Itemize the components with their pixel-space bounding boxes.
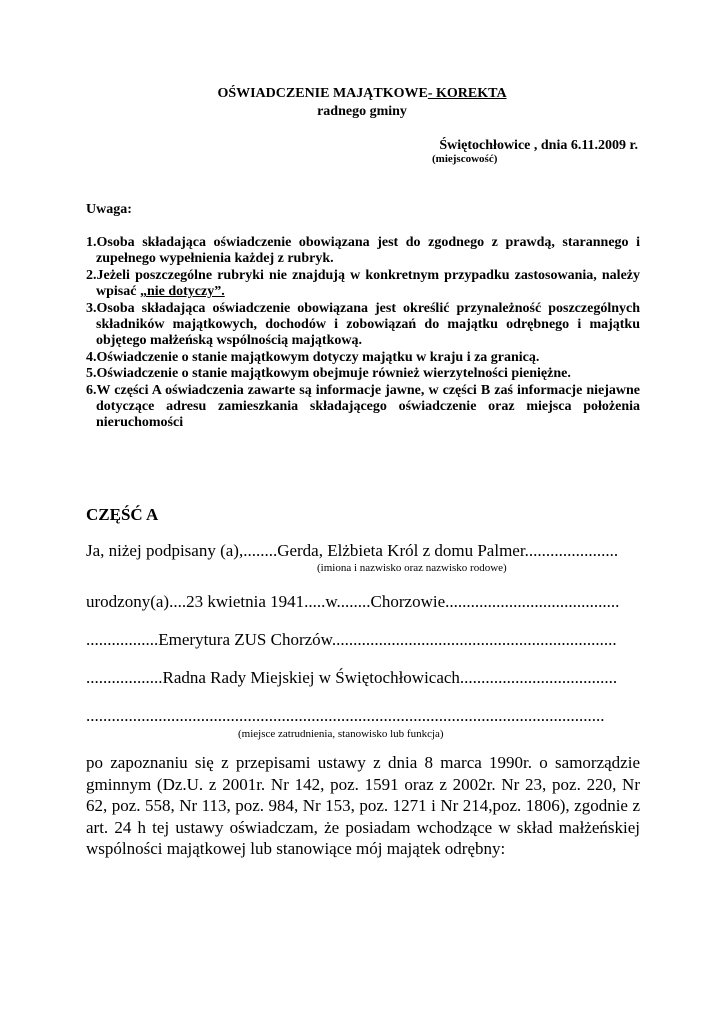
born-line: urodzony(a)....23 kwietnia 1941.....w........Chorzowie......................................... (86, 592, 620, 611)
position-line: ..................Radna Rady Miejskiej w Świętochłowicach..................................... (86, 668, 618, 687)
title-main: OŚWIADCZENIE MAJĄTKOWE (217, 86, 428, 101)
part-a-heading: CZĘŚĆ A (86, 505, 159, 524)
name-line: Ja, niżej podpisany (a),........Gerda, Elżbieta Król z domu Palmer...................... (86, 541, 619, 560)
workplace-caption: (miejsce zatrudnienia, stanowisko lub funkcja) (238, 728, 444, 740)
notes-heading: Uwaga: (86, 202, 132, 217)
declaration-paragraph: po zapoznaniu się z przepisami ustawy z dnia 8 marca 1990r. o samorządzie gminnym (Dz.U. z 2001r. Nr 142, poz. 1591 oraz z 2002r. Nr 23, poz. 220, Nr 62, poz. 558, Nr 113, poz. 984, Nr 153, poz. 1271 i Nr 214,poz. 1806), zgodnie z art. 24 h tej ustawy oświadczam, że posiadam wchodzące w skład małżeńskiej wspólności majątkowej lub stanowiące mój majątek odrębny: (86, 753, 640, 858)
note-item-3: 3.Osoba składająca oświadczenie obowiązana jest określić przynależność poszczególnych składników majątkowych, dochodów i zobowiązań do majątku odrębnego i majątku objętego małżeńską wspólnością majątkową. (86, 300, 640, 349)
employer-line: .................Emerytura ZUS Chorzów................................................................... (86, 630, 617, 649)
place-date: Świętochłowice , dnia 6.11.2009 r. (439, 138, 638, 153)
document-title (0, 86, 724, 102)
title-correction: - KOREKTA (427, 86, 507, 101)
note-item-2 (86, 268, 640, 301)
note-item-4: 4.Oświadczenie o stanie majątkowym dotyczy majątku w kraju i za granicą. (86, 349, 540, 365)
blank-line: .......................................................................................................................... (86, 706, 605, 725)
name-caption: (imiona i nazwisko oraz nazwisko rodowe) (317, 562, 507, 574)
note-item-1: 1.Osoba składająca oświadczenie obowiązana jest do zgodnego z prawdą, starannego i zupełnego wypełnienia każdej z rubryk. (86, 235, 640, 267)
place-caption: (miejscowość) (432, 153, 498, 165)
note-item-2-text: 2.Jeżeli poszczególne rubryki nie znajdują w konkretnym przypadku zastosowania, należy wpisać (86, 267, 640, 300)
notes-list (86, 235, 640, 432)
note-item-5: 5.Oświadczenie o stanie majątkowym obejmuje również wierzytelności pieniężne. (86, 366, 571, 382)
document-subtitle: radnego gminy (317, 104, 407, 119)
note-item-6: 6.W części A oświadczenia zawarte są informacje jawne, w części B zaś informacje niejawne dotyczące adresu zamieszkania składającego oświadczenie oraz miejsca położenia nieruchomości (86, 382, 640, 431)
note-item-2-quote: „nie dotyczy”. (139, 284, 225, 300)
